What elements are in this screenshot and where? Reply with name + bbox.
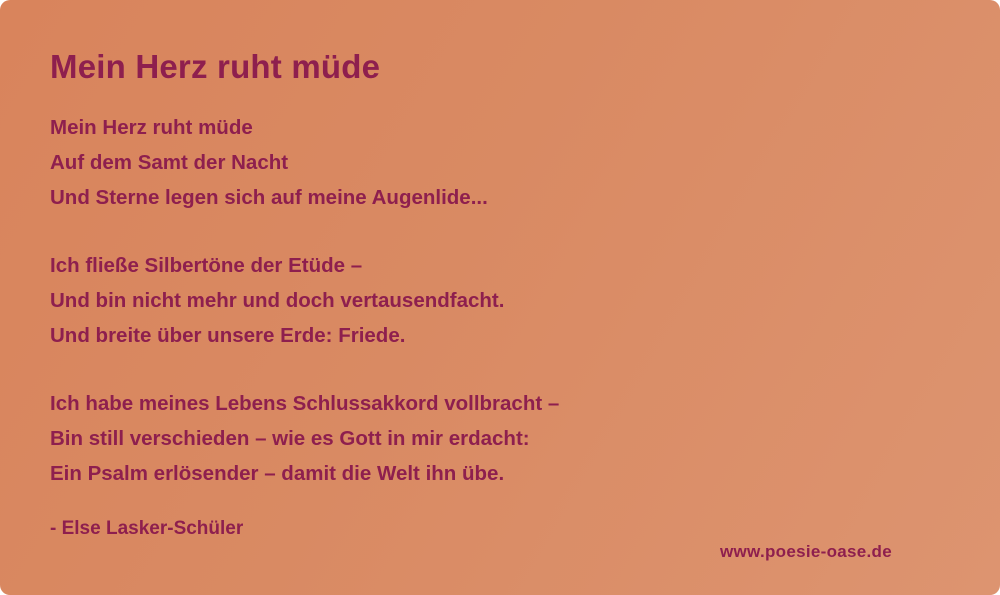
site-url: www.poesie-oase.de <box>720 542 892 561</box>
page-title: Mein Herz ruht müde <box>50 48 381 85</box>
poem-line: Auf dem Samt der Nacht <box>50 151 289 174</box>
poem-line: Und Sterne legen sich auf meine Augenlide... <box>50 186 488 209</box>
poem-stanza <box>50 110 950 215</box>
poem-stanza <box>50 248 950 353</box>
poem-stanza <box>50 386 950 491</box>
poem-line: Mein Herz ruht müde <box>50 116 253 139</box>
poem-line: Und bin nicht mehr und doch vertausendfacht. <box>50 289 505 312</box>
poem-line: Bin still verschieden – wie es Gott in mir erdacht: <box>50 427 530 450</box>
poem-line: Ich fließe Silbertöne der Etüde – <box>50 254 363 277</box>
poem-line: Und breite über unsere Erde: Friede. <box>50 324 406 347</box>
poem-line: Ein Psalm erlösender – damit die Welt ihn übe. <box>50 462 505 485</box>
poem-body <box>50 110 950 491</box>
poem-line: Ich habe meines Lebens Schlussakkord vollbracht – <box>50 392 560 415</box>
poem-author: - Else Lasker-Schüler <box>50 518 244 539</box>
